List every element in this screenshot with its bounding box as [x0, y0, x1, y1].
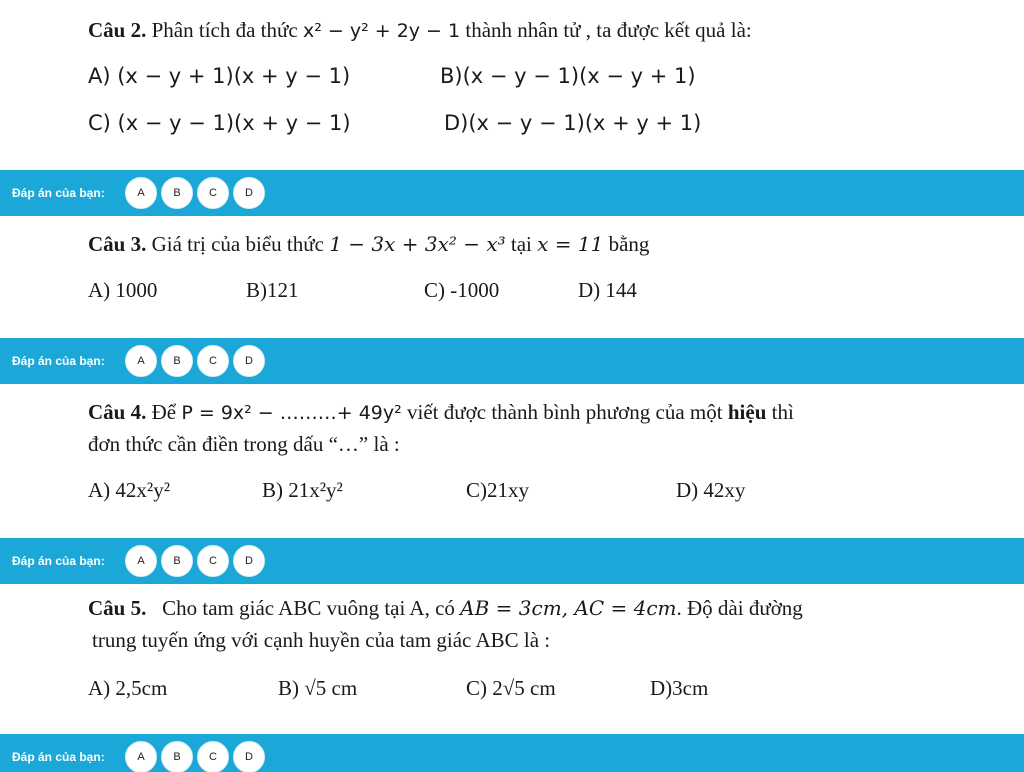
option-b: B) 21x²y² — [262, 478, 343, 502]
question-label: Câu 4. — [88, 400, 147, 424]
choice-d-button[interactable]: D — [233, 345, 265, 377]
option-d: D) 144 — [578, 278, 637, 302]
question-3 — [0, 216, 1024, 338]
choice-b-button[interactable]: B — [161, 345, 193, 377]
choice-a-button[interactable]: A — [125, 345, 157, 377]
option-a: A) (x − y + 1)(x + y − 1) — [88, 64, 351, 88]
option-b: B)(x − y − 1)(x − y + 1) — [440, 64, 696, 88]
question-label: Câu 5. — [88, 596, 147, 620]
question-5-prompt-line2: trung tuyến ứng với cạnh huyền của tam giác ABC là : — [92, 628, 551, 652]
answer-bar-label: Đáp án của bạn: — [12, 186, 105, 200]
choice-c-button[interactable]: C — [197, 741, 229, 772]
question-5 — [0, 584, 1024, 734]
question-5-prompt: Câu 5. Cho tam giác ABC vuông tại A, có AB = 3cm, AC = 4cm. Độ dài đường — [88, 596, 803, 620]
choice-c-button[interactable]: C — [197, 177, 229, 209]
answer-bar-q5 — [0, 734, 1024, 772]
choice-b-button[interactable]: B — [161, 177, 193, 209]
option-c: C) -1000 — [424, 278, 500, 302]
option-d: D)3cm — [650, 676, 709, 700]
answer-bar-q2 — [0, 170, 1024, 216]
option-d: D)(x − y − 1)(x + y + 1) — [444, 111, 702, 135]
answer-bar-label: Đáp án của bạn: — [12, 554, 105, 568]
answer-bar-q3 — [0, 338, 1024, 384]
option-b: B)121 — [246, 278, 299, 302]
choice-c-button[interactable]: C — [197, 345, 229, 377]
option-d: D) 42xy — [676, 478, 746, 502]
choice-b-button[interactable]: B — [161, 741, 193, 772]
choice-c-button[interactable]: C — [197, 545, 229, 577]
question-4 — [0, 384, 1024, 538]
choice-d-button[interactable]: D — [233, 741, 265, 772]
question-2 — [0, 0, 1024, 170]
choice-a-button[interactable]: A — [125, 741, 157, 772]
option-a: A) 1000 — [88, 278, 158, 302]
option-a: A) 42x²y² — [88, 478, 171, 502]
choice-a-button[interactable]: A — [125, 177, 157, 209]
question-label: Câu 3. — [88, 232, 147, 256]
choice-d-button[interactable]: D — [233, 545, 265, 577]
question-2-prompt: Câu 2. Phân tích đa thức x² − y² + 2y − 1 thành nhân tử , ta được kết quả là: — [88, 18, 752, 42]
choice-b-button[interactable]: B — [161, 545, 193, 577]
answer-bar-q4 — [0, 538, 1024, 584]
option-c: C) 2√5 cm — [466, 676, 556, 700]
choice-d-button[interactable]: D — [233, 177, 265, 209]
option-a: A) 2,5cm — [88, 676, 168, 700]
choice-a-button[interactable]: A — [125, 545, 157, 577]
question-label: Câu 2. — [88, 18, 147, 42]
option-c: C)21xy — [466, 478, 529, 502]
option-c: C) (x − y − 1)(x + y − 1) — [88, 111, 351, 135]
answer-bar-label: Đáp án của bạn: — [12, 354, 105, 368]
question-4-prompt: Câu 4. Để P = 9x² − ………+ 49y² viết được thành bình phương của một hiệu thì — [88, 400, 794, 424]
option-b: B) √5 cm — [278, 676, 358, 700]
question-3-prompt: Câu 3. Giá trị của biểu thức 1 − 3x + 3x² − x³ tại x = 11 bằng — [88, 232, 650, 256]
question-4-prompt-line2: đơn thức cần điền trong dấu “…” là : — [88, 432, 400, 456]
answer-bar-label: Đáp án của bạn: — [12, 750, 105, 764]
